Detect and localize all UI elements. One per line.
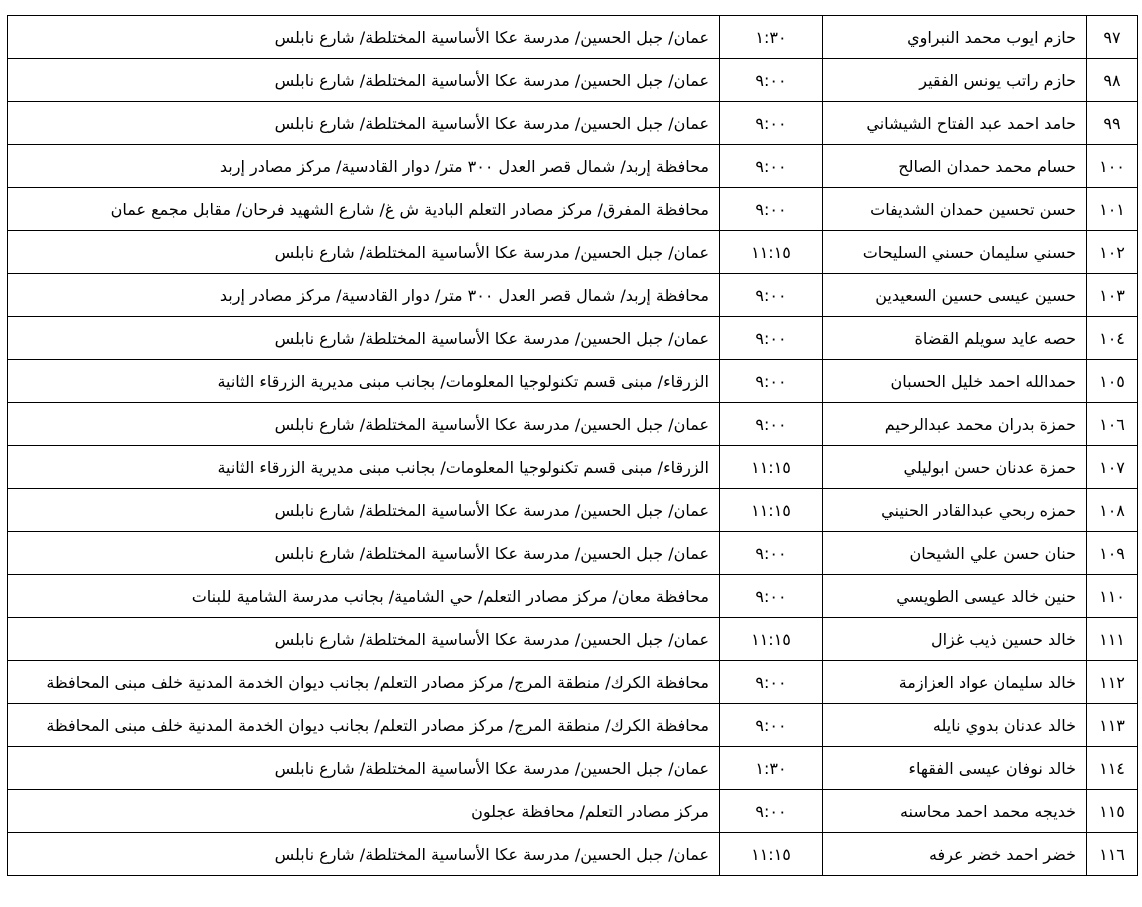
person-name: حنان حسن علي الشيحان: [823, 532, 1087, 575]
person-name: حمزة عدنان حسن ابوليلي: [823, 446, 1087, 489]
appointment-time: ٩:٠٠: [720, 317, 823, 360]
appointment-time: ١١:١٥: [720, 489, 823, 532]
location: عمان/ جبل الحسين/ مدرسة عكا الأساسية المختلطة/ شارع نابلس: [8, 833, 720, 876]
table-row: [8, 532, 1138, 575]
location: محافظة الكرك/ منطقة المرج/ مركز مصادر التعلم/ بجانب ديوان الخدمة المدنية خلف مبنى المحافظة: [8, 661, 720, 704]
appointment-time: ١١:١٥: [720, 446, 823, 489]
table-row: [8, 188, 1138, 231]
person-name: حصه عايد سويلم القضاة: [823, 317, 1087, 360]
row-number: ١٠٤: [1087, 317, 1138, 360]
row-number: ١٠١: [1087, 188, 1138, 231]
appointment-time: ١١:١٥: [720, 231, 823, 274]
appointment-time: ٩:٠٠: [720, 575, 823, 618]
table-row: [8, 575, 1138, 618]
table-row: [8, 59, 1138, 102]
person-name: حامد احمد عبد الفتاح الشيشاني: [823, 102, 1087, 145]
location: محافظة الكرك/ منطقة المرج/ مركز مصادر التعلم/ بجانب ديوان الخدمة المدنية خلف مبنى المحافظة: [8, 704, 720, 747]
appointment-time: ١١:١٥: [720, 618, 823, 661]
row-number: ١٠٠: [1087, 145, 1138, 188]
row-number: ١٠٨: [1087, 489, 1138, 532]
row-number: ١٠٦: [1087, 403, 1138, 446]
person-name: حسام محمد حمدان الصالح: [823, 145, 1087, 188]
row-number: ٩٩: [1087, 102, 1138, 145]
table-row: [8, 16, 1138, 59]
person-name: خالد حسين ذيب غزال: [823, 618, 1087, 661]
table-row: [8, 618, 1138, 661]
person-name: حنين خالد عيسى الطويسي: [823, 575, 1087, 618]
location: محافظة إربد/ شمال قصر العدل ٣٠٠ متر/ دوار القادسية/ مركز مصادر إربد: [8, 145, 720, 188]
location: عمان/ جبل الحسين/ مدرسة عكا الأساسية المختلطة/ شارع نابلس: [8, 489, 720, 532]
location: عمان/ جبل الحسين/ مدرسة عكا الأساسية المختلطة/ شارع نابلس: [8, 403, 720, 446]
person-name: خضر احمد خضر عرفه: [823, 833, 1087, 876]
appointment-time: ٩:٠٠: [720, 790, 823, 833]
row-number: ١٠٥: [1087, 360, 1138, 403]
table-row: [8, 403, 1138, 446]
appointment-time: ١:٣٠: [720, 16, 823, 59]
appointment-time: ١:٣٠: [720, 747, 823, 790]
table-row: [8, 489, 1138, 532]
appointment-time: ١١:١٥: [720, 833, 823, 876]
row-number: ١٠٩: [1087, 532, 1138, 575]
table-row: [8, 231, 1138, 274]
person-name: حسين عيسى حسين السعيدين: [823, 274, 1087, 317]
location: محافظة إربد/ شمال قصر العدل ٣٠٠ متر/ دوار القادسية/ مركز مصادر إربد: [8, 274, 720, 317]
table-row: [8, 747, 1138, 790]
appointment-time: ٩:٠٠: [720, 59, 823, 102]
person-name: حازم راتب يونس الفقير: [823, 59, 1087, 102]
person-name: خالد نوفان عيسى الفقهاء: [823, 747, 1087, 790]
person-name: حسني سليمان حسني السليحات: [823, 231, 1087, 274]
table-row: [8, 446, 1138, 489]
appointment-time: ٩:٠٠: [720, 145, 823, 188]
row-number: ٩٧: [1087, 16, 1138, 59]
person-name: حمزة بدران محمد عبدالرحيم: [823, 403, 1087, 446]
row-number: ٩٨: [1087, 59, 1138, 102]
appointment-time: ٩:٠٠: [720, 704, 823, 747]
appointment-time: ٩:٠٠: [720, 403, 823, 446]
location: الزرقاء/ مبنى قسم تكنولوجيا المعلومات/ بجانب مبنى مديرية الزرقاء الثانية: [8, 446, 720, 489]
location: الزرقاء/ مبنى قسم تكنولوجيا المعلومات/ بجانب مبنى مديرية الزرقاء الثانية: [8, 360, 720, 403]
row-number: ١١١: [1087, 618, 1138, 661]
appointment-time: ٩:٠٠: [720, 532, 823, 575]
roster-table: [7, 15, 1138, 876]
row-number: ١١٥: [1087, 790, 1138, 833]
location: محافظة معان/ مركز مصادر التعلم/ حي الشامية/ بجانب مدرسة الشامية للبنات: [8, 575, 720, 618]
table-row: [8, 790, 1138, 833]
location: مركز مصادر التعلم/ محافظة عجلون: [8, 790, 720, 833]
row-number: ١١٦: [1087, 833, 1138, 876]
table-row: [8, 317, 1138, 360]
row-number: ١١٤: [1087, 747, 1138, 790]
location: محافظة المفرق/ مركز مصادر التعلم البادية ش غ/ شارع الشهيد فرحان/ مقابل مجمع عمان: [8, 188, 720, 231]
row-number: ١١٢: [1087, 661, 1138, 704]
roster-body: [8, 16, 1138, 876]
row-number: ١٠٧: [1087, 446, 1138, 489]
row-number: ١٠٣: [1087, 274, 1138, 317]
table-row: [8, 661, 1138, 704]
appointment-time: ٩:٠٠: [720, 274, 823, 317]
table-row: [8, 274, 1138, 317]
location: عمان/ جبل الحسين/ مدرسة عكا الأساسية المختلطة/ شارع نابلس: [8, 102, 720, 145]
person-name: خالد سليمان عواد العزازمة: [823, 661, 1087, 704]
person-name: حسن تحسين حمدان الشديفات: [823, 188, 1087, 231]
appointment-time: ٩:٠٠: [720, 102, 823, 145]
location: عمان/ جبل الحسين/ مدرسة عكا الأساسية المختلطة/ شارع نابلس: [8, 317, 720, 360]
table-row: [8, 833, 1138, 876]
person-name: خالد عدنان بدوي نايله: [823, 704, 1087, 747]
table-row: [8, 145, 1138, 188]
table-row: [8, 102, 1138, 145]
row-number: ١٠٢: [1087, 231, 1138, 274]
appointment-time: ٩:٠٠: [720, 360, 823, 403]
location: عمان/ جبل الحسين/ مدرسة عكا الأساسية المختلطة/ شارع نابلس: [8, 16, 720, 59]
appointment-time: ٩:٠٠: [720, 188, 823, 231]
row-number: ١١٠: [1087, 575, 1138, 618]
person-name: حازم ايوب محمد النبراوي: [823, 16, 1087, 59]
person-name: حمزه ربحي عبدالقادر الحنيني: [823, 489, 1087, 532]
appointment-time: ٩:٠٠: [720, 661, 823, 704]
person-name: حمدالله احمد خليل الحسبان: [823, 360, 1087, 403]
table-row: [8, 704, 1138, 747]
person-name: خديجه محمد احمد محاسنه: [823, 790, 1087, 833]
location: عمان/ جبل الحسين/ مدرسة عكا الأساسية المختلطة/ شارع نابلس: [8, 532, 720, 575]
location: عمان/ جبل الحسين/ مدرسة عكا الأساسية المختلطة/ شارع نابلس: [8, 618, 720, 661]
row-number: ١١٣: [1087, 704, 1138, 747]
location: عمان/ جبل الحسين/ مدرسة عكا الأساسية المختلطة/ شارع نابلس: [8, 59, 720, 102]
location: عمان/ جبل الحسين/ مدرسة عكا الأساسية المختلطة/ شارع نابلس: [8, 231, 720, 274]
table-row: [8, 360, 1138, 403]
location: عمان/ جبل الحسين/ مدرسة عكا الأساسية المختلطة/ شارع نابلس: [8, 747, 720, 790]
